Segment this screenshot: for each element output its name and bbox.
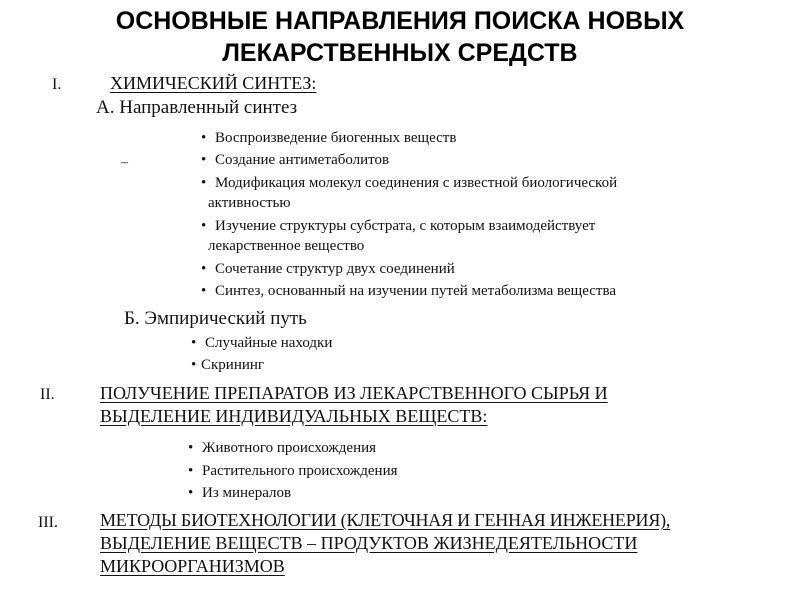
section-3-number: III. [38,514,58,531]
bullet-icon: • [188,485,194,501]
bullet-icon: • [201,218,207,234]
bullet-icon: • [201,283,207,299]
section-1-heading: ХИМИЧЕСКИЙ СИНТЕЗ: [110,73,317,93]
bullet-icon: • [201,175,207,191]
list-item-continuation: активностью [208,195,291,211]
subsection-a-label: А. Направленный синтез [96,97,298,118]
list-item: • Из минералов [188,485,292,501]
bullet-icon: • [201,152,207,168]
section-2-number: II. [40,386,55,403]
bullet-icon: • [188,463,194,479]
bullet-icon: • [201,130,207,146]
list-item: • Изучение структуры субстрата, с которым взаимодействует [201,218,596,234]
section-2-heading-line-1: ПОЛУЧЕНИЕ ПРЕПАРАТОВ ИЗ ЛЕКАРСТВЕННОГО СЫРЬЯ И [100,383,608,403]
title-line-1: ОСНОВНЫЕ НАПРАВЛЕНИЯ ПОИСКА НОВЫХ [115,7,685,35]
list-item: • Животного происхождения [188,440,377,456]
list-item: • Растительного происхождения [188,463,398,479]
section-3-heading-line-2: ВЫДЕЛЕНИЕ ВЕЩЕСТВ – ПРОДУКТОВ ЖИЗНЕДЕЯТЕЛЬНОСТИ [100,533,638,553]
title-line-2: ЛЕКАРСТВЕННЫХ СРЕДСТВ [222,39,578,67]
section-2-heading-line-2: ВЫДЕЛЕНИЕ ИНДИВИДУАЛЬНЫХ ВЕЩЕСТВ: [100,406,488,426]
bullet-icon: • [188,440,194,456]
bullet-icon: • [201,261,207,277]
section-3-heading-line-3: МИКРООРГАНИЗМОВ [100,556,285,576]
list-item: • Скрининг [191,357,265,373]
dash-mark: – [121,155,128,170]
list-item: • Синтез, основанный на изучении путей метаболизма вещества [201,283,617,299]
section-1-number: I. [52,76,62,93]
list-item: • Случайные находки [191,335,333,351]
list-item-continuation: лекарственное вещество [208,238,365,254]
list-item: • Воспроизведение биогенных веществ [201,130,457,146]
list-item: • Сочетание структур двух соединений [201,261,455,277]
subsection-b-label: Б. Эмпирический путь [124,308,307,329]
bullet-icon: • [191,357,197,373]
list-item: • Модификация молекул соединения с известной биологической [201,175,618,191]
section-3-heading-line-1: МЕТОДЫ БИОТЕХНОЛОГИИ (КЛЕТОЧНАЯ И ГЕННАЯ ИНЖЕНЕРИЯ), [100,510,671,530]
bullet-icon: • [191,335,197,351]
list-item: • Создание антиметаболитов [201,152,390,168]
